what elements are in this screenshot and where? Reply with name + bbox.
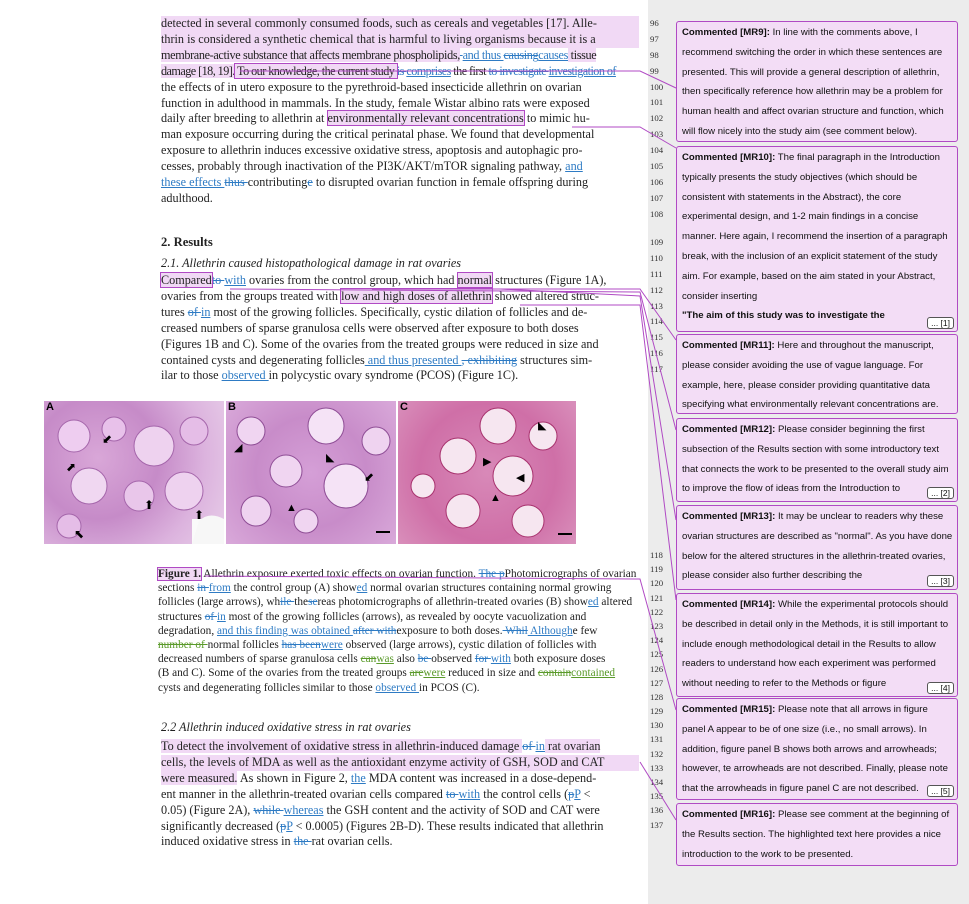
line-number: 102	[650, 113, 664, 124]
figure-label-c: C	[400, 401, 408, 413]
text-run: normal follicles	[207, 639, 282, 652]
comment-id: Commented [MR15]:	[682, 704, 776, 715]
insertion: with	[490, 653, 511, 666]
text-line: function in adulthood in mammals. In the study, female Wistar albino rats were exposed	[161, 95, 590, 110]
deletion: ile	[280, 596, 295, 609]
deletion: to	[445, 786, 459, 801]
text-line: creased numbers of sparse granulosa cells were observed after exposure to both doses	[161, 320, 579, 335]
deletion: to	[211, 273, 225, 287]
text-run: normal ovarian structures containing normal growing	[367, 582, 612, 595]
svg-text:⬆: ⬆	[194, 508, 205, 522]
text-run: Allethrin exposure exerted toxic effects on ovarian function.	[201, 568, 479, 580]
subsection-heading: 2.1. Allethrin caused histopathological damage in rat ovaries	[161, 256, 462, 270]
text-line: adulthood.	[161, 190, 213, 205]
section-heading: 2. Results	[161, 235, 213, 249]
insertion: and this finding was obtained	[216, 624, 353, 637]
insertion: causes	[538, 47, 568, 62]
line-number: 110	[650, 252, 663, 263]
text-run: cysts and degenerating follicles similar to those	[158, 681, 376, 694]
comment-mr14[interactable]	[676, 593, 958, 697]
figure-label-b: B	[228, 401, 236, 413]
svg-text:▶: ▶	[483, 456, 492, 468]
comment-text: Here and throughout the manuscript, please consider avoiding the use of vague language. For example, here, please consider providing quantitative data specifying what environmentally relevant concentrations are.	[682, 340, 939, 411]
line-number: 117	[650, 364, 663, 375]
line-number: 105	[650, 161, 664, 172]
text-run: to mimic hu-	[523, 111, 590, 126]
text-run: were measured.	[161, 770, 238, 785]
text-run: follicles (large arrows), wh	[158, 596, 281, 609]
deletion: , exhibiting	[461, 352, 518, 367]
svg-text:⬋: ⬋	[364, 470, 375, 484]
comment-anchor[interactable]: To detect the involvement of oxidative stress in allethrin-induced damage	[161, 739, 523, 753]
insertion: and thus presented	[364, 352, 462, 367]
deletion: of	[187, 304, 201, 319]
text-run: MDA content was increased in a dose-depend-	[365, 770, 597, 785]
text-run: ovaries from the control group, which had	[245, 273, 458, 287]
subsection-heading: 2.2 Allethrin induced oxidative stress in rat ovaries	[161, 720, 411, 734]
text-run: tissue	[567, 47, 597, 62]
insertion: ed	[356, 582, 368, 595]
deletion: of	[204, 610, 217, 623]
text-run: reduced in size and	[445, 667, 538, 680]
text-run: in polycystic ovary syndrome (PCOS) (Figure 1C).	[268, 368, 519, 383]
text-run: 0.05) (Figure 2A),	[161, 802, 254, 817]
comment-anchor[interactable]: Compared	[161, 273, 212, 287]
deletion: has been	[281, 639, 321, 652]
line-number: 104	[650, 145, 664, 156]
svg-text:◣: ◣	[538, 420, 547, 432]
line-number: 133	[650, 762, 664, 773]
deletion: to investigate	[488, 63, 549, 78]
deletion: while	[253, 802, 284, 817]
insertion: and	[565, 159, 583, 174]
line-number: 100	[650, 81, 664, 92]
comment-anchor[interactable]: To our knowledge, the current study	[234, 63, 397, 78]
deletion: causing	[503, 47, 539, 62]
line-number: 103	[650, 129, 664, 140]
comment-id: Commented [MR12]:	[682, 424, 776, 435]
comment-text: It may be unclear to readers why these ovarian structures are described as "normal". As you have done below for the altered structures in the allethrin-treated ovaries, please consider also further describing the	[682, 511, 953, 582]
comment-text: The final paragraph in the Introduction typically presents the study objectives (which should be consistent with statements in the Abstract), the core experimental design, and 1-2 main findings in a concise manner. Here again, I recommend the insertion of a paragraph break, with the inclusion of an explicit statement of the study aim. For example, based on the aim stated in your Abstract, consider inserting	[682, 152, 948, 302]
comment-text: While the experimental protocols should be described in detail only in the Methods, it is still important to include enough methodological detail in the Results to allow readers to understand how each experiment was performed without needing to refer to the Methods or figure	[682, 599, 949, 690]
line-number: 111	[650, 268, 663, 279]
text-run: also	[393, 653, 418, 666]
line-number: 122	[650, 606, 664, 617]
insertion: comprises	[406, 63, 451, 78]
text-run: structures	[158, 610, 205, 623]
line-number: 125	[650, 649, 664, 660]
comment-mr15[interactable]	[676, 698, 958, 800]
text-line: the effects of in utero exposure to the pyrethroid-based insecticide allethrin on ovarian	[161, 79, 582, 94]
insertion: ed	[587, 596, 599, 609]
caption-label[interactable]: Figure 1.	[158, 568, 202, 580]
line-number: 136	[650, 805, 664, 816]
insertion: whereas	[283, 802, 324, 817]
svg-text:⬋: ⬋	[102, 432, 113, 446]
text-run: damage [18, 19].	[161, 63, 235, 78]
comment-id: Commented [MR14]:	[682, 599, 776, 610]
insertion: was	[376, 653, 394, 666]
comment-text: In line with the comments above, I recommend switching the order in which these sentences are presented. This will provide a general description of allethrin, then specifically reference how allethrin may be a problem for human health and affect ovarian structure and function, which will flow nicely into the study aim (see comment below).	[682, 27, 944, 137]
text-run: e few	[572, 624, 598, 637]
text-run: reas photomicrographs of allethrin-treated ovaries (B) show	[317, 596, 588, 609]
text-run: to disrupted ovarian function in female offspring during	[312, 175, 589, 190]
line-number: 118	[650, 550, 663, 560]
line-number: 116	[650, 348, 663, 359]
text-run: ent manner in the allethrin-treated ovarian cells compared	[161, 786, 446, 801]
comment-anchor[interactable]: environmentally relevant concentrations	[327, 111, 524, 126]
text-line: man exposure occurring during the critical perinatal phase. We found that developmental	[161, 127, 595, 142]
deletion: be	[417, 653, 432, 666]
deletion: can	[360, 653, 377, 666]
line-number: 135	[650, 791, 664, 802]
text-run: As shown in Figure 2,	[237, 770, 351, 785]
deletion: is	[396, 63, 407, 78]
text-run: significantly decreased (	[161, 818, 281, 833]
comment-text: Please consider beginning the first subsection of the Results section with some introductory text that connects the work to be presented to the overall study aim to improve the flow of ideas from the Introduction to	[682, 424, 949, 495]
text-run: < 0.0005) (Figures 2B-D). These results indicated that allethrin	[292, 818, 604, 833]
text-line: (Figures 1B and C). Some of the ovaries from the treated groups were reduced in size and	[161, 336, 599, 351]
deletion: se	[308, 596, 318, 609]
text-run: ovaries from the groups treated with	[161, 288, 342, 303]
deletion: p	[568, 786, 575, 801]
deletion: contain	[537, 667, 572, 680]
text-line: cells, the levels of MDA as well as the antioxidant enzyme activity of GSH, SOD and CAT	[161, 755, 639, 771]
text-line: exposure to allethrin induces excessive oxidative stress, apoptosis and autophagic pro-	[161, 143, 583, 158]
text-run: observed	[431, 653, 475, 666]
text-run: (B and C). Some of the ovaries from the treated groups	[158, 667, 410, 680]
line-number: 99	[650, 65, 659, 76]
text-run: structures (Figure 1A),	[492, 273, 607, 287]
svg-text:⬉: ⬉	[74, 527, 85, 541]
figure-label-a: A	[46, 401, 54, 413]
text-run: in PCOS (C).	[419, 681, 480, 694]
comment-text: Please note that all arrows in figure panel A appear to be of one size (i.e., no small arrows). In addition, figure panel B shows both arrows and arrowheads; however, te arrowheads are not described. Finally, please note that the arrowheads in figure panel C are not described.	[682, 704, 948, 795]
svg-text:▲: ▲	[490, 492, 501, 504]
text-line: thrin is considered a synthetic chemical that is harmful to living organisms because it is a	[161, 32, 639, 48]
line-number: 131	[650, 734, 664, 745]
line-number: 106	[650, 176, 664, 187]
text-run: most of the growing follicles. Specifically, cystic dilation of follicles and de-	[210, 304, 588, 319]
text-run: showed altered struc-	[491, 288, 599, 303]
comment-anchor[interactable]: low and high doses of allethrin	[341, 288, 492, 303]
text-run: structures sim-	[517, 352, 593, 367]
text-run: the first	[450, 63, 489, 78]
svg-text:▲: ▲	[286, 502, 297, 514]
expand-comment-button[interactable]: ... [5]	[927, 785, 954, 797]
text-run: both exposure doses	[510, 653, 606, 666]
text-run: both doses.	[448, 624, 503, 637]
svg-text:◣: ◣	[326, 452, 335, 464]
line-number: 128	[650, 691, 664, 702]
insertion: investigation of	[548, 63, 616, 78]
line-number: 112	[650, 284, 663, 295]
svg-text:⬈: ⬈	[66, 460, 77, 474]
text-run: induced oxidative stress in	[161, 834, 294, 849]
line-number: 97	[650, 33, 659, 44]
deletion: p	[280, 818, 287, 833]
comment-id: Commented [MR16]:	[682, 809, 776, 820]
line-number: 98	[650, 49, 659, 60]
line-number: 123	[650, 620, 664, 631]
deletion: thus	[224, 175, 248, 190]
insertion: with	[458, 786, 481, 801]
text-run: the control cells (	[480, 786, 569, 801]
insertion: observed	[221, 368, 269, 383]
insertion: observed	[375, 681, 420, 694]
insertion: in	[217, 610, 226, 623]
text-run: contributing	[247, 175, 308, 190]
text-run: the	[294, 596, 309, 609]
text-run: exposure to	[396, 624, 449, 637]
expand-comment-button[interactable]: ... [3]	[927, 575, 954, 587]
text-run: contained cysts and degenerating follicles	[161, 352, 365, 367]
text-run: cesses, probably through inactivation of the PI3K/AKT/mTOR signaling pathway,	[161, 159, 566, 174]
line-number: 124	[650, 635, 664, 646]
text-run: sections	[158, 582, 198, 595]
line-number: 132	[650, 748, 664, 759]
comment-mr16[interactable]	[676, 803, 958, 866]
comment-mr10[interactable]	[676, 146, 958, 332]
insertion: in	[200, 304, 211, 319]
deletion: The p	[478, 568, 505, 580]
comment-anchor[interactable]: normal	[457, 273, 493, 287]
line-number: 134	[650, 777, 664, 787]
insertion: from	[208, 582, 231, 595]
insertion: in	[535, 739, 545, 753]
text-run: membrane-active substance that affects membrane phospholipids,	[161, 47, 460, 62]
svg-text:◀: ◀	[516, 472, 525, 484]
text-run: ilar to those	[161, 368, 222, 383]
svg-text:⬆: ⬆	[144, 498, 155, 512]
text-run: observed (large arrows), cystic dilation of follicles with	[342, 639, 597, 652]
svg-text:◢: ◢	[234, 442, 243, 454]
line-number: 108	[650, 208, 664, 219]
line-number: 101	[650, 97, 664, 108]
comment-id: Commented [MR13]:	[682, 511, 776, 522]
deletion: of	[522, 739, 536, 753]
line-number: 126	[650, 663, 664, 674]
text-run: Photomicrographs of ovarian	[504, 568, 637, 580]
deletion: number of	[158, 639, 208, 652]
comment-mr11[interactable]	[676, 334, 958, 414]
text-run: <	[580, 786, 591, 801]
insertion: were	[320, 639, 343, 652]
line-number: 109	[650, 237, 664, 247]
deletion: in	[197, 582, 209, 595]
text-run: rat ovarian	[544, 739, 601, 753]
text-run: daily after breeding to allethrin at	[161, 111, 328, 126]
text-line: detected in several commonly consumed foods, such as cereals and vegetables [17]. Alle-	[161, 16, 639, 32]
line-number: 137	[650, 819, 664, 830]
line-number: 129	[650, 706, 664, 717]
text-run: rat ovarian cells.	[311, 834, 393, 849]
line-number: 115	[650, 332, 663, 343]
comment-mr13[interactable]	[676, 505, 958, 590]
line-number: 127	[650, 677, 664, 688]
text-run: degradation,	[158, 624, 217, 637]
comment-mr9[interactable]	[676, 21, 958, 142]
comment-mr12[interactable]	[676, 418, 958, 502]
insertion: P	[286, 818, 293, 833]
text-run: most of the growing follicles (arrows), as revealed by oocyte vacuolization and	[225, 610, 587, 623]
line-number: 130	[650, 720, 664, 731]
deletion: for	[474, 653, 491, 666]
insertion: P	[574, 786, 581, 801]
insertion: these effects	[161, 175, 225, 190]
insertion: contained	[571, 667, 616, 680]
expand-comment-button[interactable]: ... [1]	[927, 317, 954, 329]
expand-comment-button[interactable]: ... [2]	[927, 487, 954, 499]
deletion: Whil	[502, 624, 528, 637]
deletion: after with	[352, 624, 397, 637]
line-number: 96	[650, 18, 659, 28]
deletion: the	[293, 834, 312, 849]
line-number: 107	[650, 192, 664, 203]
deletion: are	[409, 667, 424, 680]
line-number: 120	[650, 578, 664, 589]
insertion: and thus	[462, 47, 504, 62]
insertion: with	[224, 273, 246, 287]
line-number: 113	[650, 300, 663, 311]
deletion: e	[307, 175, 313, 190]
insertion: were	[423, 667, 446, 680]
comment-id: Commented [MR11]:	[682, 340, 775, 351]
line-number: 114	[650, 316, 663, 327]
line-number: 119	[650, 564, 663, 575]
text-run: the GSH content and the activity of SOD and CAT were	[323, 802, 600, 817]
comment-id: Commented [MR9]:	[682, 27, 770, 38]
comment-text: Please see comment at the beginning of the Results section. The highlighted text here provides a nice introduction to the work to be presented.	[682, 809, 950, 860]
text-run: tures	[161, 304, 188, 319]
text-run: decreased numbers of sparse granulosa cells	[158, 653, 361, 666]
insertion: Although	[527, 624, 573, 637]
text-run: the control group (A) show	[230, 582, 357, 595]
text-run: altered	[598, 596, 633, 609]
expand-comment-button[interactable]: ... [4]	[927, 682, 954, 694]
insertion: the	[350, 770, 366, 785]
comment-quote: "The aim of this study was to investigate the	[682, 310, 885, 322]
line-number: 121	[650, 592, 664, 603]
comment-id: Commented [MR10]:	[682, 152, 776, 163]
